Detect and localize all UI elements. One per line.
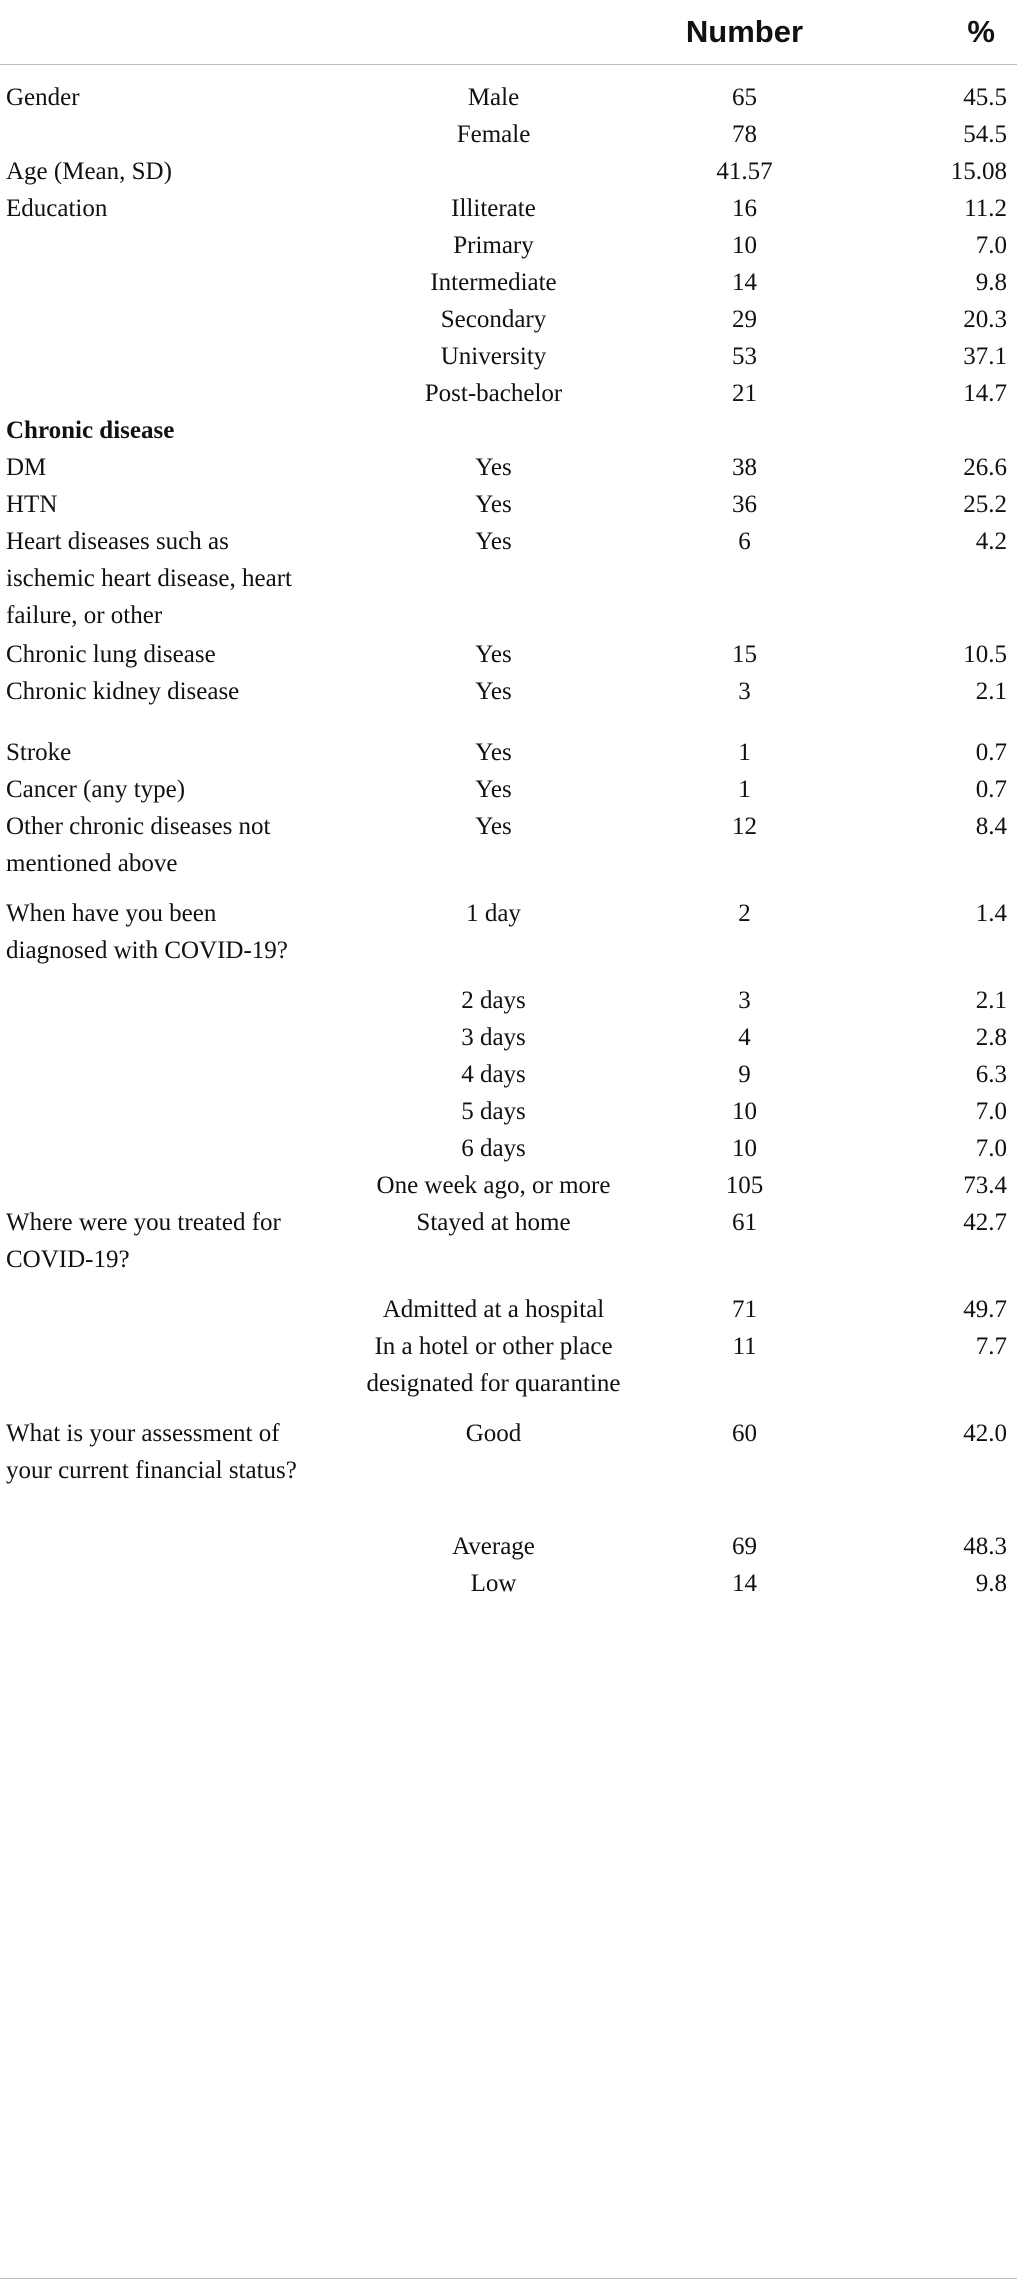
row-label: Gender [6, 84, 80, 111]
row-number: 60 [732, 1420, 757, 1447]
row-label: Age (Mean, SD) [6, 158, 172, 185]
table-row [0, 1167, 1017, 1204]
row-label [0, 1565, 322, 1602]
row-number: 105 [725, 1172, 764, 1199]
row-category: Illiterate [451, 195, 536, 222]
row-number: 36 [732, 491, 757, 518]
row-percent: 2.1 [975, 987, 1007, 1014]
row-category: Intermediate [430, 269, 557, 296]
row-category: Low [470, 1570, 517, 1597]
row-percent: 15.08 [950, 158, 1007, 185]
table-row [0, 1019, 1017, 1056]
row-label: Chronic lung disease [6, 641, 216, 668]
row-category: 6 days [461, 1135, 526, 1162]
table-row [0, 1291, 1017, 1328]
row-label: Other chronic diseases not mentioned above [6, 813, 271, 877]
row-category: Secondary [440, 306, 547, 333]
table-row [0, 412, 1017, 449]
table-row [0, 301, 1017, 338]
row-label: Chronic kidney disease [6, 678, 240, 705]
table-row [0, 116, 1017, 153]
table-row [0, 449, 1017, 486]
row-number: 41.57 [716, 158, 773, 185]
row-percent: 0.7 [975, 776, 1007, 803]
row-number: 10 [732, 1098, 757, 1125]
header-blank-2 [322, 0, 665, 65]
row-percent: 7.0 [975, 1135, 1007, 1162]
row-number: 14 [732, 1570, 757, 1597]
row-number: 9 [738, 1061, 751, 1088]
row-number: 1 [738, 739, 751, 766]
row-category: 3 days [461, 1024, 526, 1051]
row-number: 2 [738, 900, 751, 927]
row-number: 71 [732, 1296, 757, 1323]
row-label [0, 982, 322, 1019]
row-number: 1 [738, 776, 751, 803]
row-number: 21 [732, 380, 757, 407]
table-row [0, 338, 1017, 375]
table-row [0, 1528, 1017, 1565]
row-percent: 1.4 [975, 900, 1007, 927]
row-percent: 10.5 [963, 641, 1007, 668]
row-category: One week ago, or more [376, 1172, 611, 1199]
row-percent: 48.3 [963, 1533, 1007, 1560]
row-number: 29 [732, 306, 757, 333]
table-row [0, 808, 1017, 895]
row-category [322, 153, 665, 190]
row-percent: 2.1 [975, 678, 1007, 705]
row-label: Heart diseases such as ischemic heart disease, heart failure, or other [6, 528, 292, 629]
row-label: Where were you treated for COVID-19? [6, 1209, 281, 1273]
row-category: Male [467, 84, 520, 111]
table-row [0, 523, 1017, 636]
table-header [0, 0, 1017, 65]
row-category: Yes [475, 528, 512, 555]
table-row [0, 982, 1017, 1019]
row-number: 16 [732, 195, 757, 222]
row-percent: 7.0 [975, 1098, 1007, 1125]
table-row [0, 375, 1017, 412]
row-category: University [440, 343, 547, 370]
row-label [0, 1528, 322, 1565]
row-category: 5 days [461, 1098, 526, 1125]
row-category: Yes [475, 739, 512, 766]
row-category: Yes [475, 454, 512, 481]
table-row [0, 636, 1017, 673]
row-number: 15 [732, 641, 757, 668]
row-percent: 54.5 [963, 121, 1007, 148]
row-label [0, 227, 322, 264]
row-percent: 20.3 [963, 306, 1007, 333]
row-percent: 9.8 [975, 1570, 1007, 1597]
row-label [0, 1167, 322, 1204]
row-category: Female [456, 121, 531, 148]
row-number: 3 [738, 678, 751, 705]
table-row [0, 264, 1017, 301]
row-number: 3 [738, 987, 751, 1014]
row-label: What is your assessment of your current financial status? [6, 1420, 297, 1484]
row-number: 53 [732, 343, 757, 370]
header-number: Number [665, 0, 824, 65]
row-category: 4 days [461, 1061, 526, 1088]
row-number [665, 412, 824, 449]
row-number: 69 [732, 1533, 757, 1560]
row-percent: 26.6 [963, 454, 1007, 481]
row-category: 1 day [466, 900, 521, 927]
table-row [0, 227, 1017, 264]
row-percent: 49.7 [963, 1296, 1007, 1323]
header-row [0, 0, 1017, 65]
table-row [0, 1565, 1017, 1602]
row-label: HTN [6, 491, 58, 518]
row-number: 65 [732, 84, 757, 111]
table-row [0, 190, 1017, 227]
row-category: Yes [475, 813, 512, 840]
bottom-rule [0, 2278, 1017, 2279]
row-label [0, 338, 322, 375]
row-percent: 4.2 [975, 528, 1007, 555]
table-row [0, 1328, 1017, 1415]
row-percent: 0.7 [975, 739, 1007, 766]
table-row [0, 153, 1017, 190]
row-category: Yes [475, 776, 512, 803]
row-percent: 45.5 [963, 84, 1007, 111]
row-percent: 9.8 [975, 269, 1007, 296]
row-label: Cancer (any type) [6, 776, 186, 803]
row-category [322, 412, 665, 449]
row-category: In a hotel or other place designated for quarantine [366, 1333, 621, 1397]
row-category: Yes [475, 641, 512, 668]
row-category: Post-bachelor [424, 380, 563, 407]
header-percent: % [824, 0, 1017, 65]
row-percent: 6.3 [975, 1061, 1007, 1088]
table-row [0, 65, 1017, 117]
row-number: 38 [732, 454, 757, 481]
row-number: 78 [732, 121, 757, 148]
table-row [0, 771, 1017, 808]
row-percent: 7.7 [975, 1333, 1007, 1360]
row-label [0, 1328, 322, 1415]
row-label [0, 1093, 322, 1130]
row-number: 10 [732, 1135, 757, 1162]
row-percent: 8.4 [975, 813, 1007, 840]
row-category: Primary [453, 232, 534, 259]
row-label [0, 301, 322, 338]
row-category: Yes [475, 678, 512, 705]
row-percent: 42.7 [963, 1209, 1007, 1236]
row-number: 6 [738, 528, 751, 555]
row-label [0, 375, 322, 412]
table-body [0, 65, 1017, 1603]
row-label [0, 1130, 322, 1167]
row-category: Average [452, 1533, 535, 1560]
row-number: 61 [732, 1209, 757, 1236]
row-label: When have you been diagnosed with COVID-19? [6, 900, 288, 964]
row-percent: 11.2 [964, 195, 1007, 222]
row-percent: 7.0 [975, 232, 1007, 259]
row-label [0, 1056, 322, 1093]
row-label: Chronic disease [6, 417, 175, 444]
row-label: Education [6, 195, 108, 222]
row-category: Good [465, 1420, 522, 1447]
table-row [0, 734, 1017, 771]
table-row [0, 1130, 1017, 1167]
row-number: 12 [732, 813, 757, 840]
table-row [0, 1056, 1017, 1093]
table-row [0, 1093, 1017, 1130]
row-label [0, 116, 322, 153]
row-percent [824, 412, 1017, 449]
row-label [0, 1291, 322, 1328]
row-category: 2 days [461, 987, 526, 1014]
row-percent: 2.8 [975, 1024, 1007, 1051]
header-blank-1 [0, 0, 322, 65]
row-label [0, 264, 322, 301]
table-row [0, 1204, 1017, 1291]
row-number: 11 [732, 1333, 757, 1360]
table-row [0, 486, 1017, 523]
row-category: Yes [475, 491, 512, 518]
row-number: 4 [738, 1024, 751, 1051]
table-row [0, 673, 1017, 734]
row-percent: 14.7 [963, 380, 1007, 407]
row-percent: 42.0 [963, 1420, 1007, 1447]
row-label: DM [6, 454, 47, 481]
row-category: Stayed at home [416, 1209, 571, 1236]
row-label: Stroke [6, 739, 72, 766]
row-percent: 37.1 [963, 343, 1007, 370]
row-number: 10 [732, 232, 757, 259]
row-percent: 73.4 [963, 1172, 1007, 1199]
row-category: Admitted at a hospital [382, 1296, 605, 1323]
row-label [0, 1019, 322, 1056]
table-row [0, 1415, 1017, 1528]
table-row [0, 895, 1017, 982]
row-percent: 25.2 [963, 491, 1007, 518]
row-number: 14 [732, 269, 757, 296]
